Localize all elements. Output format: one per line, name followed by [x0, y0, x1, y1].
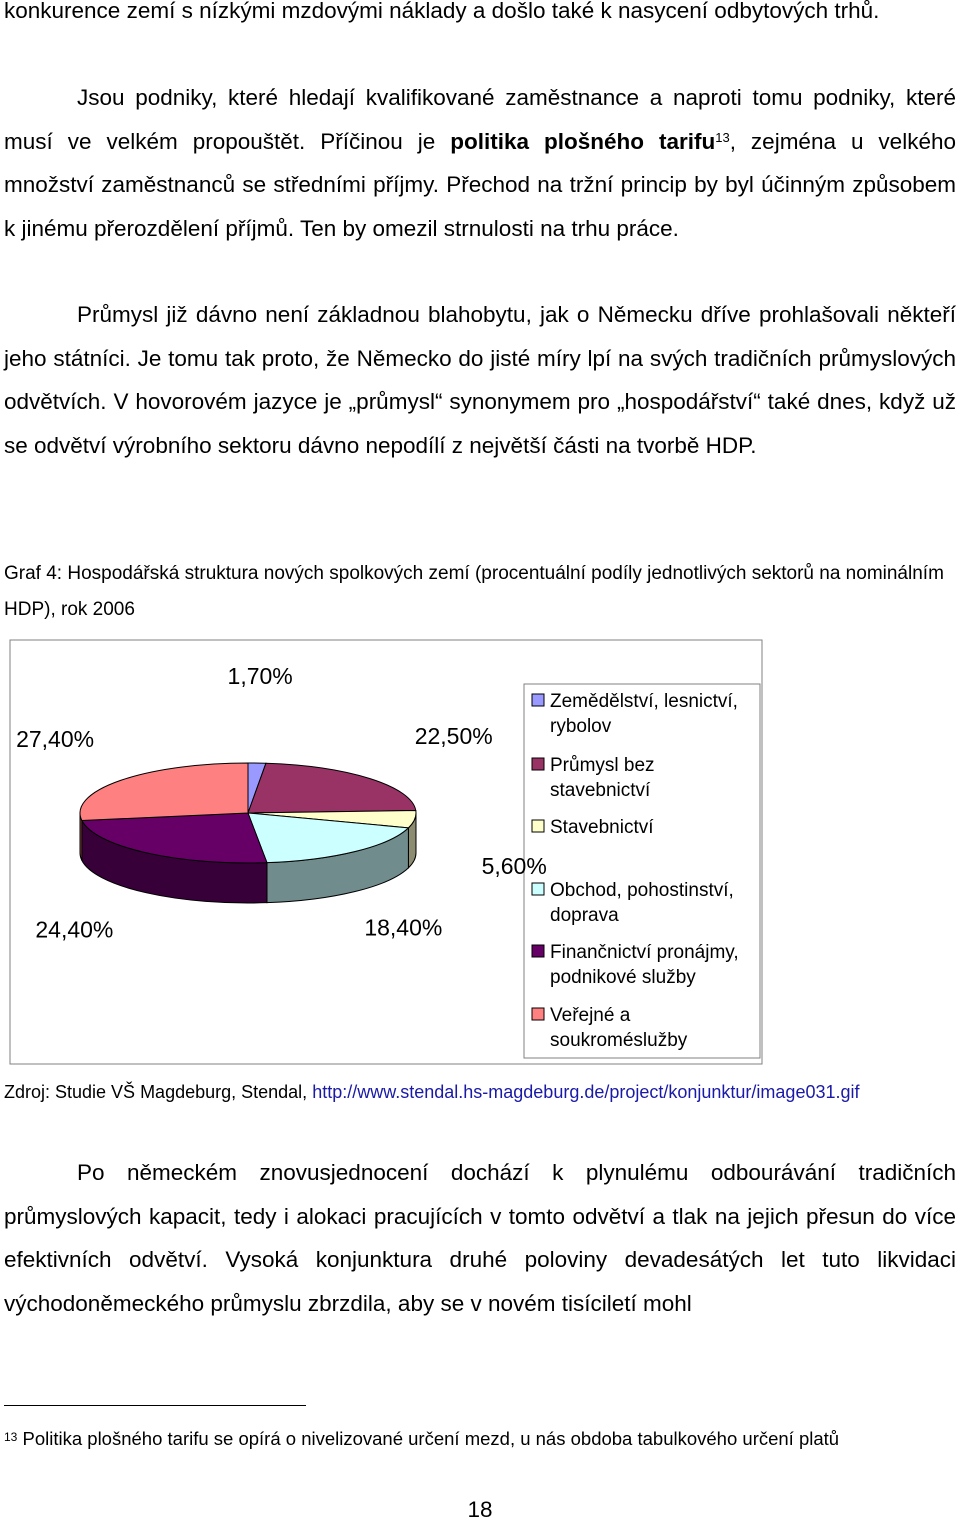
pie-chart: [0, 630, 960, 1070]
legend-label: Průmysl bez: [550, 755, 655, 776]
data-label-prumysl-bez-stavebnictvi: 22,50%: [414, 723, 493, 750]
paragraph-1-text: konkurence zemí s nízkými mzdovými náklady a došlo také k nasycení odbytových trhů.: [4, 0, 880, 23]
page-number: 18: [467, 1497, 493, 1522]
data-label-financnictvi-pronajmy-podnikove-sluzby: 24,40%: [35, 916, 114, 943]
paragraph-2: Jsou podniky, které hledají kvalifikované zaměstnance a naproti tomu podniky, které musí ve velkém propouštět. Příčinou je politika plošného tarifu$^{13}$, zejména u velkého množství zaměstnanců se středními příjmy. Přechod na tržní princip by byl účinným způsobem k jinému přerozdělení příjmů. Ten by omezil strnulosti na trhu práce.: [4, 85, 956, 241]
footnote-number: 13: [4, 1430, 18, 1444]
footnote-separator: [4, 1405, 306, 1406]
footnote-text: Politika plošného tarifu se opírá o nivelizované určení mezd, u nás obdoba tabulkového určení platů: [17, 1428, 840, 1449]
legend-item-stavebnictvi: [532, 817, 654, 838]
legend-label: Veřejné a: [550, 1005, 631, 1026]
bold-term: politika plošného tarifu: [450, 128, 716, 154]
legend-swatch: [532, 820, 544, 832]
data-label-obchod-pohostinstvi-doprava: 18,40%: [364, 914, 443, 941]
source-line: [4, 1080, 860, 1104]
paragraph-3: Průmysl již dávno není základnou blahobytu, jak o Německu dříve prohlašovali někteří jeho státníci. Je tomu tak proto, že Německo do jisté míry lpí na svých tradičních průmyslových odvětvích. V hovorovém jazyce je „průmysl“ synonymem pro „hospodářství“ také dnes, když už se odvětví výrobního sektoru dávno nepodílí z největší části na tvorbě HDP.: [4, 302, 956, 458]
data-label-stavebnictvi: 5,60%: [481, 853, 547, 880]
paragraph-1: [4, 0, 956, 33]
legend-swatch: [532, 758, 544, 770]
source-label: Zdroj: Studie VŠ Magdeburg, Stendal,: [4, 1082, 313, 1102]
paragraph-4: Po německém znovusjednocení dochází k plynulému odbourávání tradičních průmyslových kapacit, tedy i alokaci pracujících v tomto odvětví a tlak na jejich přesun do více efektivních odvětví. Vysoká konjunktura druhé poloviny devadesátých let tuto likvidaci východoněmeckého průmyslu zbrzdila, aby se v novém tisíciletí mohl: [4, 1160, 956, 1316]
pie-tops: [80, 763, 416, 863]
legend-label: doprava: [550, 905, 619, 926]
legend-label: Obchod, pohostinství,: [550, 880, 734, 901]
legend-swatch: [532, 694, 544, 706]
legend-box: [524, 684, 760, 1058]
footnote: [4, 1426, 839, 1452]
chart-caption: Graf 4: Hospodářská struktura nových spolkových zemí (procentuální podíly jednotlivých sektorů na nominálním HDP), rok 2006: [4, 563, 944, 620]
source-link[interactable]: http://www.stendal.hs-magdeburg.de/project/konjunktur/image031.gif: [312, 1082, 860, 1102]
footnote-ref[interactable]: 13: [715, 129, 730, 145]
legend-label: podnikové služby: [550, 967, 696, 988]
legend-swatch: [532, 945, 544, 957]
legend-label: stavebnictví: [550, 780, 651, 801]
legend-label: Finančnictví pronájmy,: [550, 942, 739, 963]
legend-label: rybolov: [550, 716, 612, 737]
legend-label: Stavebnictví: [550, 817, 654, 838]
legend-label: soukroméslužby: [550, 1030, 688, 1051]
legend-swatch: [532, 1008, 544, 1020]
data-label-verejne-a-soukromesluzby: 27,40%: [16, 725, 95, 752]
legend-label: Zemědělství, lesnictví,: [550, 691, 738, 712]
legend-swatch: [532, 883, 544, 895]
data-label-zemedelstvi-lesnictvi-rybolov: 1,70%: [227, 663, 293, 690]
